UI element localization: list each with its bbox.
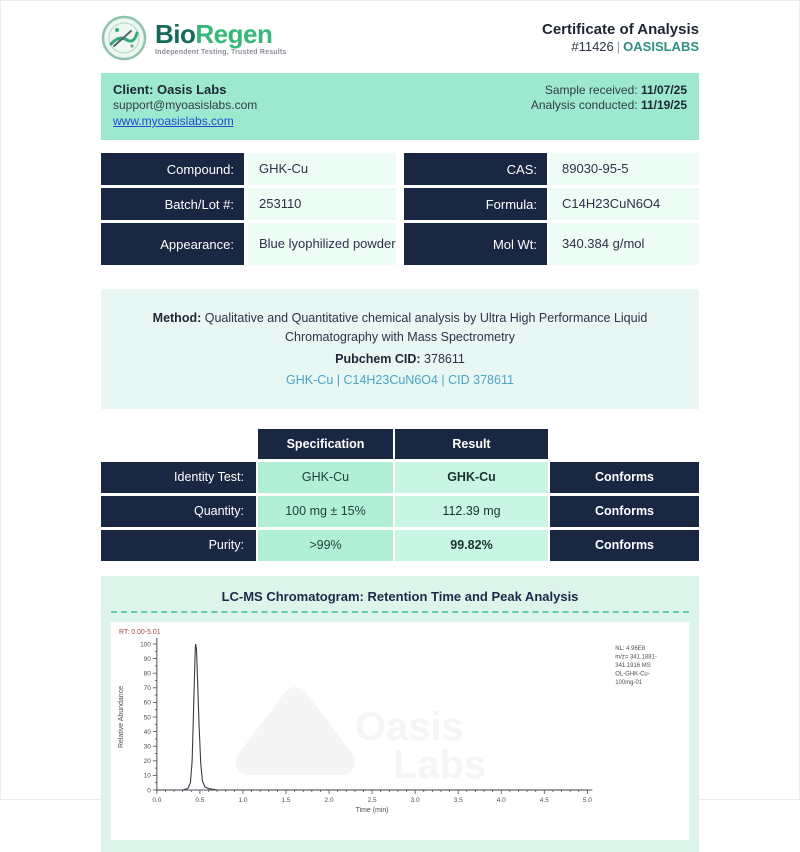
svg-text:30: 30 (143, 742, 151, 751)
pubchem-label: Pubchem CID: (335, 351, 421, 366)
svg-text:0.5: 0.5 (195, 796, 205, 804)
brand-name (155, 18, 287, 49)
pubchem-line (127, 350, 673, 369)
purity-status: Conforms (550, 530, 699, 561)
brand (101, 15, 287, 61)
molwt-value: 340.384 g/mol (550, 223, 699, 265)
result-column-header: Result (395, 429, 548, 459)
identity-test-label: Identity Test: (101, 462, 256, 493)
bioregen-logo-icon (101, 15, 147, 61)
separator: | (616, 39, 621, 54)
quantity-spec: 100 mg ± 15% (258, 496, 393, 527)
specification-column-header: Specification (258, 429, 393, 459)
results-header-spacer (101, 429, 256, 459)
svg-text:80: 80 (143, 669, 151, 678)
analysis-conducted-line (531, 98, 687, 112)
svg-text:Time (min): Time (min) (355, 806, 389, 814)
svg-text:1.5: 1.5 (281, 796, 291, 804)
analysis-conducted-date: 11/19/25 (640, 98, 687, 112)
svg-text:20: 20 (143, 757, 151, 765)
sample-received-label: Sample received: (544, 83, 638, 97)
client-website-link[interactable]: www.myoasislabs.com (113, 114, 234, 128)
method-label: Method: (152, 311, 202, 325)
svg-text:70: 70 (143, 684, 151, 692)
svg-text:NL: 4.96E8: NL: 4.96E8 (615, 645, 646, 652)
chromatogram-section (101, 576, 699, 852)
svg-text:Relative Abundance: Relative Abundance (117, 685, 125, 748)
client-info-bar (101, 73, 699, 140)
svg-text:0: 0 (147, 786, 151, 794)
appearance-label: Appearance: (101, 223, 244, 265)
svg-text:100mg-01: 100mg-01 (615, 679, 643, 686)
quantity-status: Conforms (550, 496, 699, 527)
sample-received-date: 11/07/25 (640, 83, 687, 97)
svg-text:3.0: 3.0 (410, 796, 420, 804)
compound-label: Compound: (101, 153, 244, 185)
chromatogram-plot-box (111, 622, 689, 840)
certificate-header (542, 15, 699, 54)
analysis-dates (531, 82, 687, 130)
svg-text:2.0: 2.0 (324, 796, 334, 804)
chromatogram-title: LC-MS Chromatogram: Retention Time and Peak Analysis (221, 588, 579, 604)
svg-text:RT: 0.00-5.01: RT: 0.00-5.01 (118, 628, 161, 636)
svg-text:4.0: 4.0 (496, 796, 506, 804)
molwt-label: Mol Wt: (404, 223, 547, 265)
chromatogram-plot (111, 622, 689, 840)
client-details (113, 82, 257, 130)
batch-value: 253110 (247, 188, 396, 220)
sample-received-line (531, 83, 687, 97)
compound-info (101, 153, 699, 265)
analysis-conducted-label: Analysis conducted: (530, 98, 638, 112)
identity-test-result: GHK-Cu (395, 462, 548, 493)
purity-spec: >99% (258, 530, 393, 561)
svg-text:0.0: 0.0 (152, 796, 162, 804)
svg-text:40: 40 (143, 728, 151, 736)
method-description: Qualitative and Quantitative chemical analysis by Ultra High Performance Liquid Chromatography with Mass Spectrometry (201, 311, 648, 345)
brand-regen: Regen (195, 18, 273, 49)
svg-text:Labs: Labs (393, 742, 487, 787)
purity-label: Purity: (101, 530, 256, 561)
results-header-spacer (550, 429, 699, 459)
quantity-result: 112.39 mg (395, 496, 548, 527)
method-section (101, 289, 699, 409)
pubchem-link[interactable]: GHK-Cu | C14H23CuN6O4 | CID 378611 (286, 373, 514, 388)
cas-value: 89030-95-5 (550, 153, 699, 185)
pubchem-value: 378611 (420, 351, 465, 366)
compound-info-left (101, 153, 396, 265)
certificate-number: #11426 (571, 39, 614, 54)
certificate-title: Certificate of Analysis (542, 21, 699, 38)
svg-text:m/z= 341.1881-: m/z= 341.1881- (615, 653, 657, 661)
purity-result: 99.82% (395, 530, 548, 561)
svg-text:10: 10 (143, 772, 151, 780)
brand-tagline: Independent Testing, Trusted Results (155, 48, 287, 56)
formula-label: Formula: (404, 188, 547, 220)
svg-text:60: 60 (143, 699, 151, 707)
client-email: support@myoasislabs.com (113, 98, 258, 112)
svg-text:90: 90 (143, 655, 151, 663)
svg-text:50: 50 (143, 713, 151, 721)
brand-text (155, 18, 287, 56)
formula-value: C14H23CuN6O4 (550, 188, 699, 220)
svg-text:3.5: 3.5 (453, 796, 463, 804)
svg-text:341.1916 MS: 341.1916 MS (615, 662, 651, 669)
certificate-number-line (542, 39, 699, 54)
results-table (101, 429, 699, 561)
svg-text:100: 100 (140, 640, 151, 648)
dashed-divider (111, 611, 689, 613)
svg-text:2.5: 2.5 (367, 796, 377, 804)
identity-test-status: Conforms (550, 462, 699, 493)
header (101, 15, 699, 67)
identity-test-spec: GHK-Cu (258, 462, 393, 493)
svg-text:Oasis: Oasis (355, 704, 464, 749)
compound-value: GHK-Cu (247, 153, 396, 185)
method-text (127, 309, 673, 348)
svg-text:OL-GHK-Cu-: OL-GHK-Cu- (615, 670, 650, 678)
batch-label: Batch/Lot #: (101, 188, 244, 220)
svg-text:1.0: 1.0 (238, 796, 248, 804)
compound-info-right (404, 153, 699, 265)
cas-label: CAS: (404, 153, 547, 185)
lab-name: OASISLABS (623, 39, 699, 54)
brand-bio: Bio (155, 18, 196, 49)
client-name: Client: Oasis Labs (113, 82, 227, 97)
quantity-label: Quantity: (101, 496, 256, 527)
svg-text:4.5: 4.5 (539, 796, 549, 804)
svg-text:5.0: 5.0 (582, 796, 592, 804)
appearance-value: Blue lyophilized powder (247, 223, 396, 265)
